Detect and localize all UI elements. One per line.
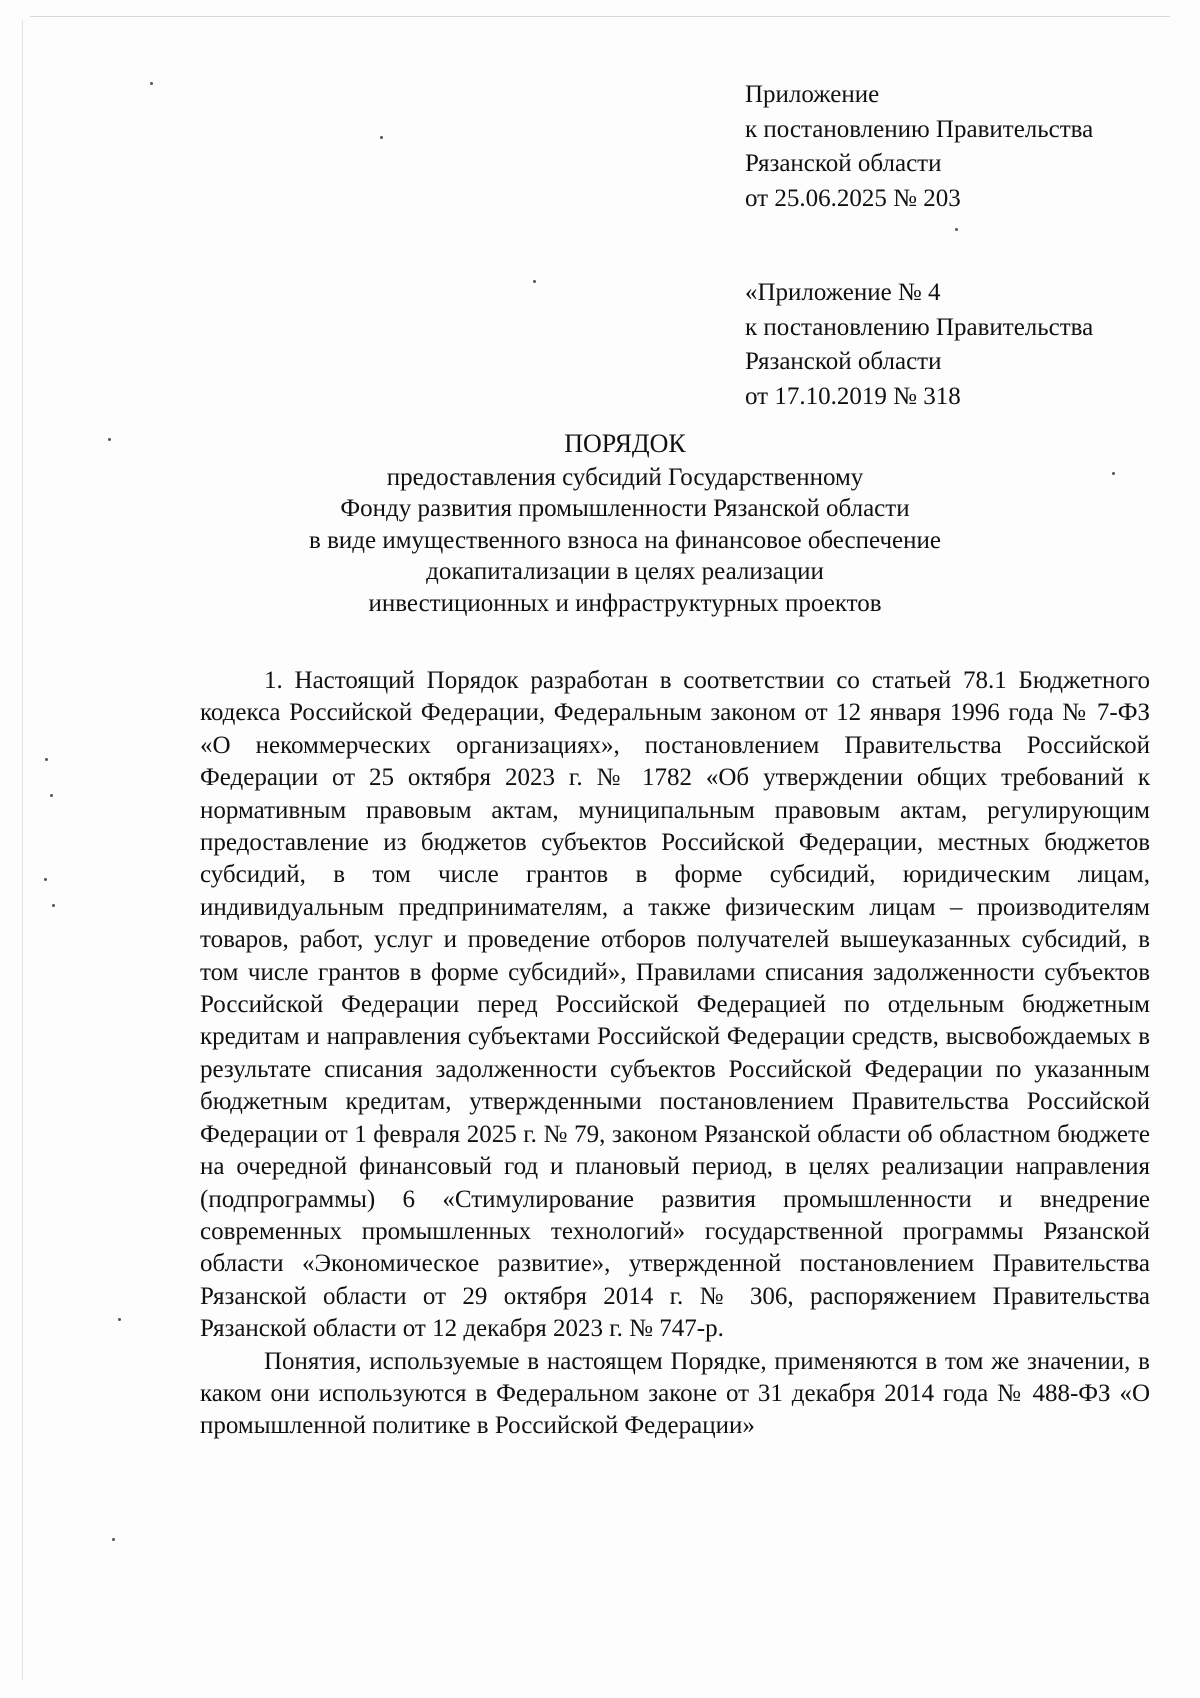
title-line-3: в виде имущественного взноса на финансовое обеспечение [309,526,941,554]
attachment-previous-header [745,276,1165,414]
scan-speck [150,82,153,85]
document-title-block [200,428,1050,619]
scan-speck [50,794,53,797]
body-paragraph-2: Понятия, используемые в настоящем Порядке, применяются в том же значении, в каком они используются в Федеральном законе от 31 декабря 2014 года № 488-ФЗ «О промышленной политике в Российской Федерации» [200,1347,1150,1440]
scan-edge-left [22,20,23,1680]
scan-speck [45,758,48,761]
document-body [200,665,1150,1443]
scan-speck [52,904,55,907]
title-line-5: инвестиционных и инфраструктурных проектов [368,589,882,617]
scan-edge-top [30,16,1170,17]
attachment-current-line-1: Приложение [745,81,880,108]
title-line-2: Фонду развития промышленности Рязанской области [340,495,910,522]
attachment-previous-line-2: к постановлению Правительства [745,313,1094,341]
title-line-1: предоставления субсидий Государственному [386,463,864,491]
scan-speck [112,1538,115,1541]
document-heading: ПОРЯДОК [564,429,686,458]
attachment-current-line-4: от 25.06.2025 № 203 [745,184,961,212]
attachment-previous-line-4: от 17.10.2019 № 318 [745,382,961,410]
scan-speck [955,228,958,231]
attachment-previous-line-3: Рязанской области [745,348,942,375]
attachment-current-line-2: к постановлению Правительства [745,115,1094,143]
scan-speck [118,1318,121,1321]
scan-speck [44,878,47,881]
scan-speck [533,280,536,283]
attachment-current-header [745,78,1165,216]
attachment-previous-line-1: «Приложение № 4 [745,279,941,306]
scan-speck [1112,472,1115,475]
scan-speck [380,136,383,139]
attachment-current-line-3: Рязанской области [745,150,942,177]
title-line-4: докапитализации в целях реализации [426,558,824,585]
body-paragraph-1: 1. Настоящий Порядок разработан в соответствии со статьей 78.1 Бюджетного кодекса Российской Федерации, Федеральным законом от 12 января 1996 года № 7-ФЗ «О некоммерческих организациях», постановлением Правительства Российской Федерации от 25 октября 2023 г. № 1782 «Об утверждении общих требований к нормативным правовым актам, муниципальным правовым актам, регулирующим предоставление из бюджетов субъектов Российской Федерации, местных бюджетов субсидий, в том числе грантов в форме субсидий, юридическим лицам, индивидуальным предпринимателям, а также физическим лицам – производителям товаров, работ, услуг и проведение отборов получателей вышеуказанных субсидий, в том числе грантов в форме субсидий», Правилами списания задолженности субъектов Российской Федерации перед Российской Федерацией по отдельным бюджетным кредитам и направления субъектами Российской Федерации средств, высвобождаемых в результате списания задолженности субъектов Российской Федерации по указанным бюджетным кредитам, утвержденными постановлением Правительства Российской Федерации от 1 февраля 2025 г. № 79, законом Рязанской области об областном бюджете на очередной финансовый год и плановый период, в целях реализации направления (подпрограммы) 6 «Стимулирование развития промышленности и внедрение современных промышленных технологий» государственной программы Рязанской области «Экономическое развитие», утвержденной постановлением Правительства Рязанской области от 29 октября 2014 г. № 306, распоряжением Правительства Рязанской области от 12 декабря 2023 г. № 747-р. [200,667,1150,1343]
scan-speck [108,438,111,441]
